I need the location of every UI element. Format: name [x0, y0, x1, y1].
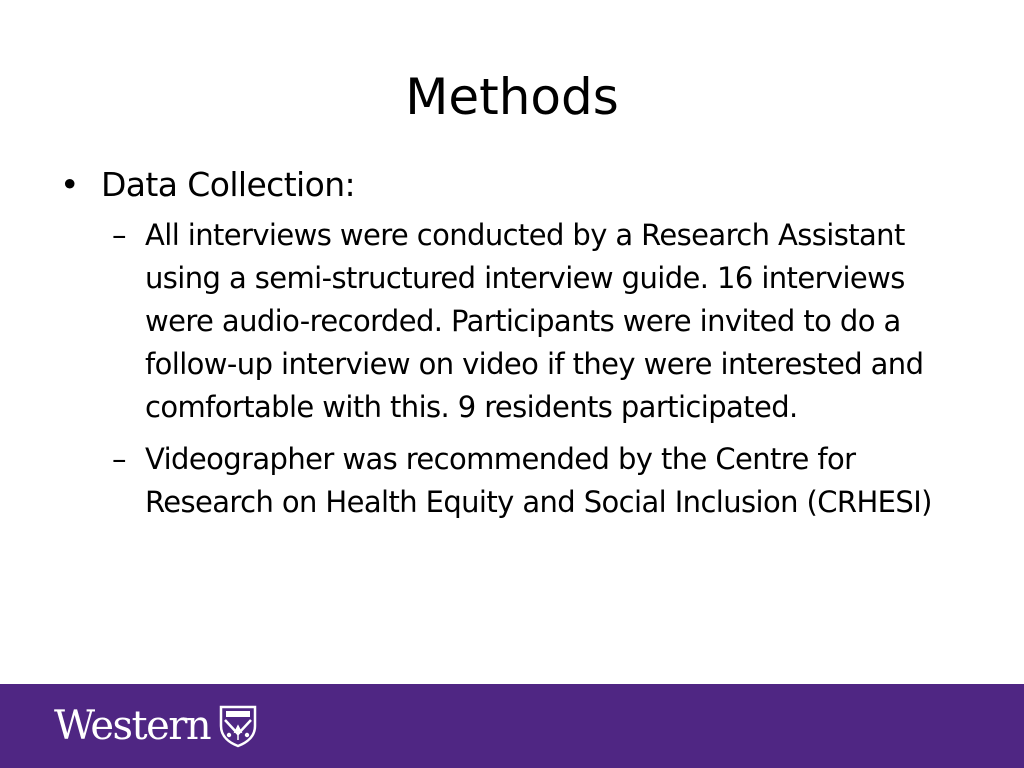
bullet-marker: •: [60, 165, 79, 204]
brand-wordmark: Western: [54, 703, 211, 749]
slide-content: [58, 162, 988, 533]
sub-bullet-text: Videographer was recommended by the Centre for Research on Health Equity and Social Inclusion (CRHESI): [145, 442, 932, 519]
slide-title: Methods: [405, 68, 619, 126]
sub-bullet-videographer: [112, 438, 955, 524]
sub-bullet-marker: –: [112, 218, 126, 252]
sub-bullet-text: All interviews were conducted by a Research Assistant using a semi-structured interview guide. 16 interviews were audio-recorded. Participants were invited to do a follow-up interview on video if they were interested and comfortable with this. 9 residents participated.: [145, 218, 924, 424]
bullet-data-collection: [58, 162, 988, 208]
university-crest-icon: [218, 704, 258, 748]
sub-bullet-marker: –: [112, 442, 126, 476]
sub-bullet-list: [112, 214, 988, 524]
sub-bullet-interviews: [112, 214, 955, 429]
western-logo: [54, 703, 258, 749]
footer-bar: [0, 684, 1024, 768]
bullet-text: Data Collection:: [101, 165, 356, 204]
